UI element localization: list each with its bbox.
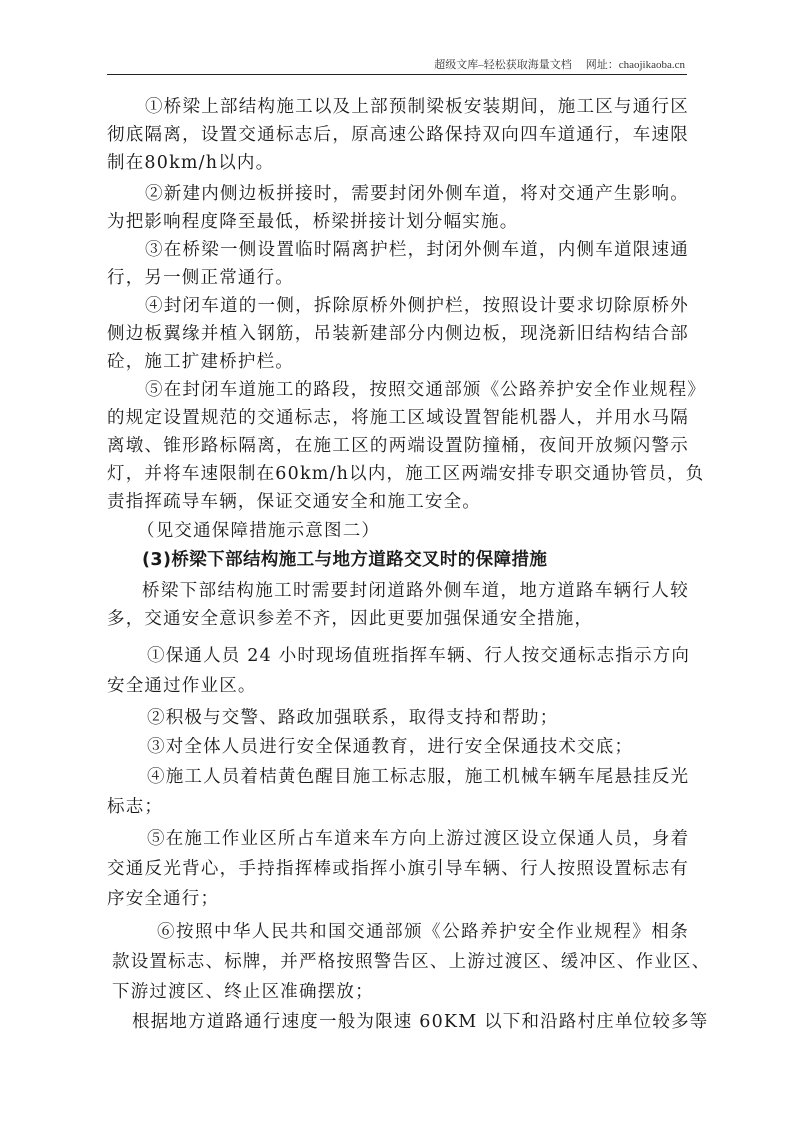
page-header — [107, 52, 687, 75]
text-line: 序安全通行； — [107, 889, 220, 909]
text-line: ④封闭车道的一侧，拆除原桥外侧护栏，按照设计要求切除原桥外 — [145, 296, 689, 316]
text-line: ③在桥梁一侧设置临时隔离护栏，封闭外侧车道，内侧车道限速通 — [145, 240, 689, 260]
text-line: 彻底隔离，设置交通标志后，原高速公路保持双向四车道通行，车速限 — [107, 125, 689, 145]
text-line: 桥梁下部结构施工时需要封闭道路外侧车道，地方道路车辆行人较 — [142, 581, 689, 601]
text-line: ⑥按照中华人民共和国交通部颁《公路养护安全作业规程》相条 — [157, 922, 689, 942]
text-line: ⑤在封闭车道施工的路段，按照交通部颁《公路养护安全作业规程》 — [145, 380, 706, 400]
figure-reference: （见交通保障措施示意图二） — [137, 521, 381, 541]
text-line: 的规定设置规范的交通标志，将施工区域设置智能机器人，并用水马隔 — [107, 408, 689, 428]
text-line: ①保通人员 24 小时现场值班指挥车辆、行人按交通标志指示方向 — [147, 646, 691, 666]
text-line: ③对全体人员进行安全保通教育，进行安全保通技术交底； — [147, 737, 634, 757]
section-heading: (3)桥梁下部结构施工与地方道路交叉时的保障措施 — [142, 550, 548, 570]
text-line: 为把影响程度降至最低，桥梁拼接计划分幅实施。 — [107, 212, 519, 232]
text-line: 下游过渡区、终止区准确摆放； — [112, 982, 374, 1002]
text-line: ④施工人员着桔黄色醒目施工标志服，施工机械车辆车尾悬挂反光 — [147, 767, 690, 787]
header-text — [434, 56, 685, 72]
text-line: 根据地方道路通行速度一般为限速 60KM 以下和沿路村庄单位较多等 — [132, 1012, 709, 1032]
header-site-name: 超级文库–轻松获取海量文档 — [434, 59, 572, 71]
text-line: 制在80km/h以内。 — [107, 153, 275, 173]
text-line: 交通反光背心，手持指挥棒或指挥小旗引导车辆、行人按照设置标志有 — [107, 859, 689, 879]
text-line: 灯，并将车速限制在60km/h以内，施工区两端安排专职交通协管员，负 — [107, 464, 705, 484]
text-line: 离墩、锥形路标隔离，在施工区的两端设置防撞桶，夜间开放频闪警示 — [107, 436, 689, 456]
text-line: 行，另一侧正常通行。 — [107, 268, 294, 288]
text-line: ②新建内侧边板拼接时，需要封闭外侧车道，将对交通产生影响。 — [145, 184, 689, 204]
text-line: 款设置标志、标牌，并严格按照警告区、上游过渡区、缓冲区、作业区、 — [112, 952, 711, 972]
text-line: 安全通过作业区。 — [107, 676, 257, 696]
text-line: 砼，施工扩建桥护栏。 — [107, 352, 294, 372]
header-url: 网址：chaojikaoba.cn — [585, 59, 685, 71]
text-line: 责指挥疏导车辆，保证交通安全和施工安全。 — [107, 492, 481, 512]
text-line: ②积极与交警、路政加强联系，取得支持和帮助； — [147, 708, 559, 728]
text-line: 侧边板翼缘并植入钢筋，吊装新建部分内侧边板，现浇新旧结构结合部 — [107, 324, 689, 344]
text-line: ①桥梁上部结构施工以及上部预制梁板安装期间，施工区与通行区 — [145, 97, 689, 117]
text-line: 多，交通安全意识参差不齐，因此更要加强保通安全措施， — [107, 609, 594, 629]
text-line: ⑤在施工作业区所占车道来车方向上游过渡区设立保通人员，身着 — [147, 829, 690, 849]
text-line: 标志； — [107, 797, 164, 817]
